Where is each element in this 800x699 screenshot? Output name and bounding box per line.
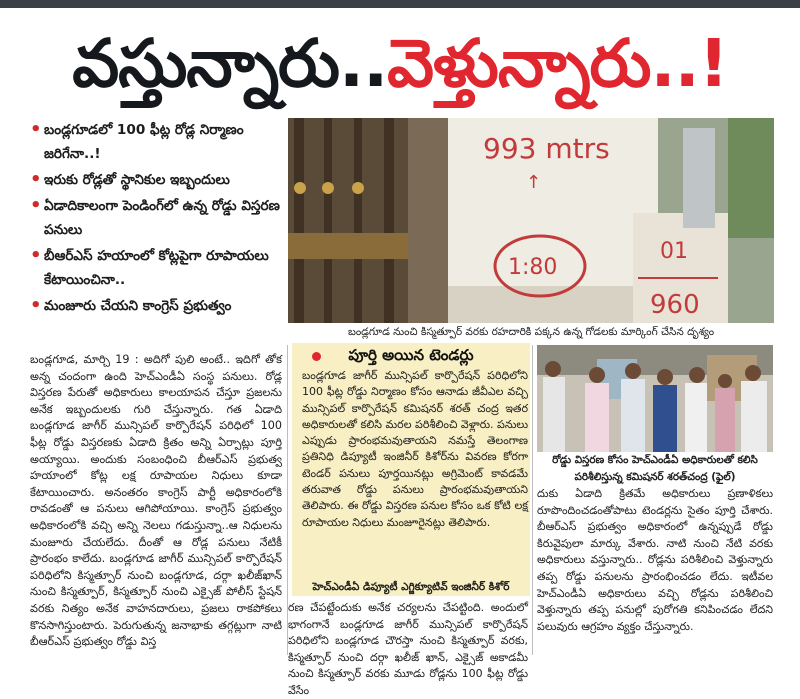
svg-text:01: 01 (660, 239, 688, 264)
tender-title: పూర్తి అయిన టెండర్లు (292, 343, 530, 367)
wall-marking-photo (288, 118, 774, 323)
highlights-list (30, 118, 280, 346)
page-headline (0, 14, 800, 114)
headline-part-2: వెళ్తున్నారు..! (387, 25, 728, 102)
tender-signature: హెచ్ఎండీఏ డిప్యూటీ ఎగ్జిక్యూటివ్ ఇంజినీర్ కిశోర్ (312, 581, 510, 593)
highlight-item: • ఏడాదికాలంగా పెండింగ్‌లో ఉన్న రోడ్డు విస్తరణ పనులు (30, 194, 280, 242)
wall-marking-illustration (288, 118, 774, 323)
article-column-right: దుకు ఏడాది క్రితమే అధికారులు ప్రణాళికలు రూపొందించడంతోపాటు టెండర్లను సైతం పూర్తి చేశారు. బీఆర్ఎస్ ప్రభుత్వం అధికారంలో ఉన్నప్పుడే రోడ్డు కిరువైపులా మార్కు వేశారు. నాటి నుంచి నేటి వరకు అధికారులు వస్తున్నారు.. రోడ్లను పరిశీలించి వెళ్తున్నారు తప్ప రోడ్డు పనులను ప్రారంభించడం లేదు. ఇటీవల హెచ్‌ఎండీఏ అధికారులు వచ్చి రోడ్లను పరిశీలించి వెళ్తున్నారు తప్ప పనుల్లో పురోగతి కనిపించడం లేదని పలువురు ఆగ్రహం వ్యక్తం చేస్తున్నారు. (537, 487, 773, 633)
photo-caption-1: బండ్లగూడ నుంచి కిస్మత్పూర్ వరకు రహదారికి పక్కన ఉన్న గోడలకు మార్కింగ్ చేసిన దృశ్యం (347, 326, 715, 338)
svg-text:960: 960 (650, 290, 700, 320)
highlight-item: • మంజూరు చేయని కాంగ్రెస్ ప్రభుత్వం (30, 294, 280, 318)
marking-top: 993 mtrs (483, 132, 610, 165)
article-column-left: బండ్లగూడ, మార్చి 19 : అదిగో పులి అంటే.. ఇదిగో తోక అన్న చందంగా ఉంది హెచ్ఎండీఏ సంస్థ పనులు. రోడ్ల విస్తరణ పేరుతో అధికారులు కాలయాపన చేస్తూ ప్రజలను అనేక ఇబ్బందులకు గురి చేస్తున్నారు. గత ఏడాది బండ్లగూడ జాగీర్ మున్సిపల్ కార్పొరేషన్ పరిధిలో 100 ఫీట్ల రోడ్డు విస్తరణకు ఏడాది క్రితం అన్ని ఏర్పాట్లు పూర్తి అయ్యాయి. అందుకు సంబంధించి బీఆర్ఎస్ ప్రభుత్వ హయాంలో కోట్ల లక్ష రూపాయల నిధులు కూడా కేటాయించారు. అనంతరం కాంగ్రెస్ పార్టీ అధికారంలోకి రావడంతో ఆ పనులు ఆగిపోయాయి. కాంగ్రెస్ ప్రభుత్వం అధికారంలోకి వచ్చి అన్ని నెలలు గడుస్తున్నా..ఆ నిధులను మంజూరు చేయలేదు. దీంతో ఆ రోడ్ల పనులు నేటికీ ప్రారంభం కాలేదు. బండ్లగూడ జాగీర్ మున్సిపల్ కార్పొరేషన్ పరిధిలోని కిస్మత్పూర్ నుంచి బండ్లగూడ, దర్గా ఖలీజ్‌ఖాన్ నుంచి కిస్మత్పూర్, కిస్మత్పూర్ నుంచి ఎక్సైజ్ పోలీస్ స్టేషన్ వరకు నిత్యం అనేక వాహనదారులు, ప్రజలు రాకపోకలు కొనసాగిస్తుంటారు. పెరుగుతున్న జనాభాకు తగ్గట్లుగా నాటి బీఆర్ఎస్ ప్రభుత్వం రోడ్డు విస్త (30, 353, 282, 649)
svg-text:↑: ↑ (526, 172, 542, 193)
highlight-item: • బీఆర్‌ఎస్ హయాంలో కోట్లపైగా రూపాయలు కేటాయించినా.. (30, 244, 280, 292)
article-column-middle: రణ చేపట్టేందుకు అనేక చర్యలను చేపట్టింది. అందులో భాగంగానే బండ్లగూడ జాగీర్ మున్సిపల్ కార్పొరేషన్ పరిధిలోని బండ్లగూడ చౌరస్తా నుంచి కిస్మత్పూర్ వరకు, కిస్మత్పూర్ నుంచి దర్గా ఖలీజ్ ఖాన్, ఎక్సైజ్ అకాడమీ నుంచి కిస్మత్పూర్ వరకు మూడు రోడ్లను 100 ఫీట్ల రోడ్డు వేసేం (288, 601, 528, 697)
inspection-illustration (537, 345, 773, 452)
headline-part-1: వస్తున్నారు.. (72, 25, 388, 102)
marking-mid: 1:80 (508, 255, 558, 280)
tender-body: బండ్లగూడ జాగీర్ మున్సిపల్ కార్పొరేషన్ పరిధిలోని 100 ఫీట్ల రోడ్డు నిర్మాణం కోసం ఆనాడు జీవీఎల వచ్చి మున్సిపల్ కార్పొరేషన్ కమిషనర్ శరత్ చంద్ర ఇతర అధికారులతో కలిసి మరల పరిశీలించి వెళ్లారు. పనులు ఎప్పుడు ప్రారంభమవుతాయని నమస్తే తెలంగాణ ప్రతినిధి డిప్యూటీ ఇంజినీర్ కిశోర్‌ను వివరణ కోరగా టెండర్ పనులు పూర్తయినట్లు అగ్రిమెంట్ కావడమే తరువాత రోడ్డు పనులు ప్రారంభమవుతాయని తెలిపారు. ఈ రోడ్డు విస్తరణ పనుల కోసం ఒక కోటి లక్ష రూపాయల నిధులు మంజూరైనట్లు తెలిపారు. (302, 369, 528, 529)
column-divider (532, 345, 533, 655)
photo-caption-2: రోడ్డు విస్తరణ కోసం హెచ్‌ఎండీఏ అధికారులతో కలిసి పరిశీలిస్తున్న కమిషనర్ శరత్‌చంద్ర (ఫైల్) (552, 454, 758, 483)
highlight-item: • ఇరుకు రోడ్లతో స్థానికుల ఇబ్బందులు (30, 168, 280, 192)
inspection-photo (537, 345, 773, 452)
top-bar (0, 0, 800, 8)
highlight-item: • బండ్లగూడలో 100 ఫీట్ల రోడ్ల నిర్మాణం జరిగేనా..! (30, 118, 280, 166)
